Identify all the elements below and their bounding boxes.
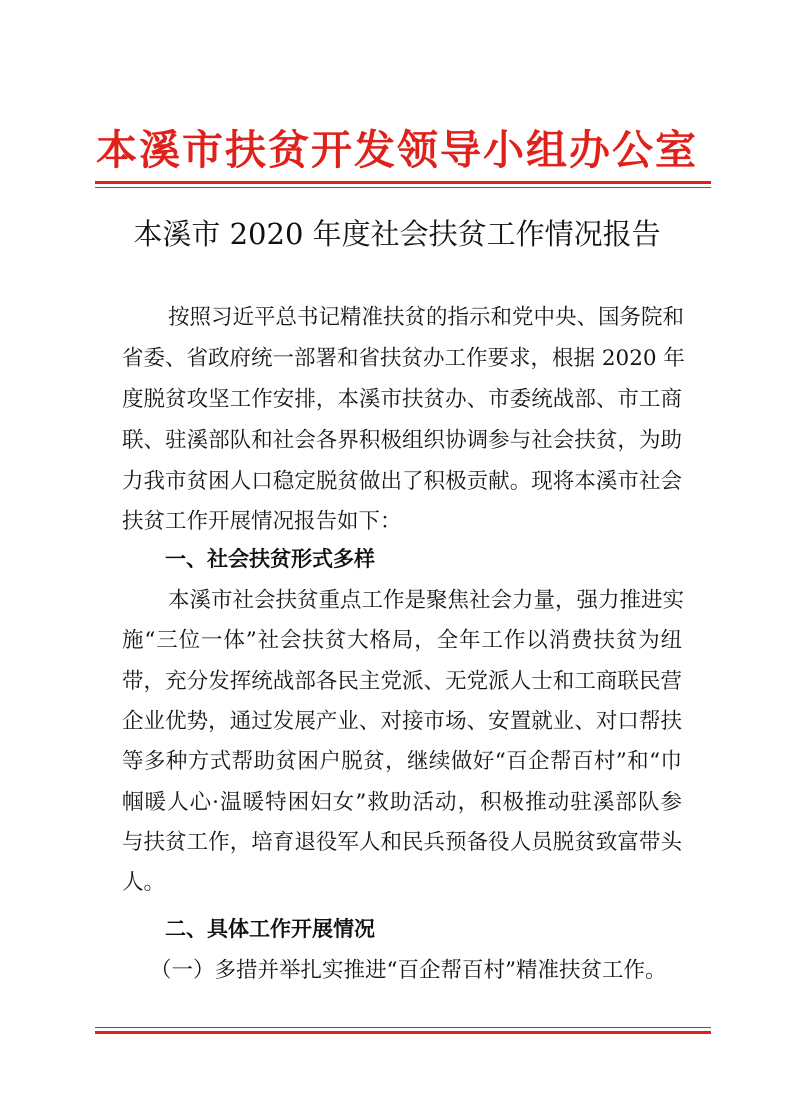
intro-line: 省委、省政府统一部署和省扶贫办工作要求，根据 2020 年 — [122, 346, 685, 371]
intro-line: 度脱贫攻坚工作安排，本溪市扶贫办、市委统战部、市工商 — [122, 387, 682, 412]
intro-line: 力我市贫困人口稳定脱贫做出了积极贡献。现将本溪市社会 — [122, 469, 682, 494]
section-1-line: 与扶贫工作，培育退役军人和民兵预备役人员脱贫致富带头 — [122, 830, 682, 855]
section-2-heading: 二、具体工作开展情况 — [165, 917, 375, 941]
section-1-line: 本溪市社会扶贫重点工作是聚焦社会力量，强力推进实 — [168, 588, 685, 613]
intro-line: 扶贫工作开展情况报告如下： — [122, 509, 402, 534]
letterhead-rule-thin — [95, 187, 711, 188]
document-title: 本溪市 2020 年度社会扶贫工作情况报告 — [133, 217, 661, 251]
letterhead-rule-thick — [95, 181, 711, 184]
section-1-line: 等多种方式帮助贫困户脱贫，继续做好“百企帮百村”和“巾 — [122, 749, 682, 774]
section-2-subheading: （一）多措并举扎实推进“百企帮百村”精准扶贫工作。 — [150, 958, 667, 983]
intro-line: 联、驻溪部队和社会各界积极组织协调参与社会扶贫，为助 — [122, 428, 682, 453]
footer-rule-thin — [95, 1027, 711, 1028]
letterhead-title: 本溪市扶贫开发领导小组办公室 — [96, 126, 698, 174]
section-1-line: 施“三位一体”社会扶贫大格局，全年工作以消费扶贫为纽 — [122, 628, 682, 653]
section-1-line: 带，充分发挥统战部各民主党派、无党派人士和工商联民营 — [122, 669, 682, 694]
footer-rule-thick — [95, 1031, 711, 1034]
section-1-line: 企业优势，通过发展产业、对接市场、安置就业、对口帮扶 — [122, 709, 682, 734]
section-1-heading: 一、社会扶贫形式多样 — [165, 547, 375, 571]
intro-line: 按照习近平总书记精准扶贫的指示和党中央、国务院和 — [168, 305, 685, 330]
section-1-line: 帼暖人心·温暖特困妇女”救助活动，积极推动驻溪部队参 — [122, 790, 682, 815]
section-1-line: 人。 — [122, 870, 166, 895]
